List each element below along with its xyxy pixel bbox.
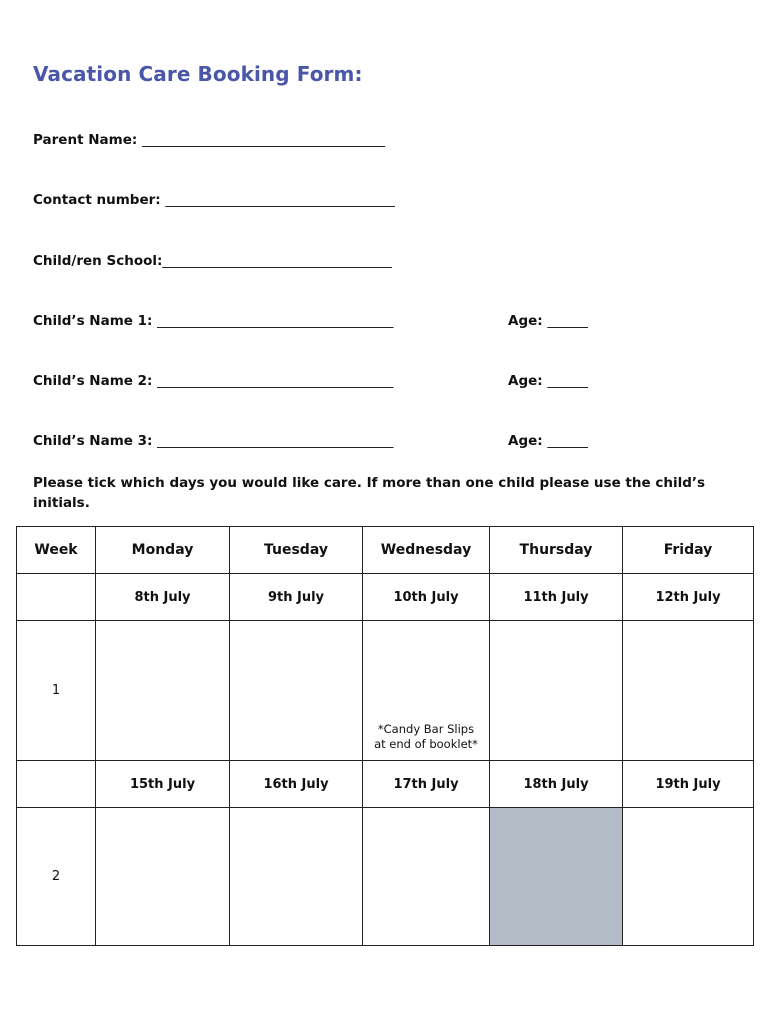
candy-bar-note (363, 722, 489, 752)
contact-number-line[interactable]: __________________________________ (165, 192, 395, 208)
child-name-2-line[interactable]: ___________________________________ (157, 373, 394, 389)
contact-number-label: Contact number: (33, 192, 161, 208)
child-name-2-field[interactable] (33, 372, 393, 390)
week-2-tick-row (17, 808, 754, 946)
date-cell: 19th July (623, 761, 754, 808)
date-cell: 11th July (490, 574, 623, 621)
blank-cell (17, 574, 96, 621)
child-age-1-field[interactable] (508, 312, 588, 330)
week-number: 1 (17, 621, 96, 761)
tick-cell-friday[interactable] (623, 808, 754, 946)
header-week: Week (17, 527, 96, 574)
week-1-tick-row (17, 621, 754, 761)
tick-cell-tuesday[interactable] (230, 808, 363, 946)
child-age-3-field[interactable] (508, 432, 588, 450)
school-line[interactable]: __________________________________ (162, 253, 392, 269)
week-number: 2 (17, 808, 96, 946)
tick-cell-wednesday[interactable] (363, 621, 490, 761)
unavailable-cell-thursday (490, 808, 623, 946)
child-name-3-line[interactable]: ___________________________________ (157, 433, 394, 449)
blank-cell (17, 761, 96, 808)
parent-name-label: Parent Name: (33, 132, 138, 148)
header-tuesday: Tuesday (230, 527, 363, 574)
school-label: Child/ren School: (33, 253, 163, 269)
week-2-dates-row (17, 761, 754, 808)
child-name-1-field[interactable] (33, 312, 393, 330)
header-monday: Monday (96, 527, 230, 574)
tick-cell-friday[interactable] (623, 621, 754, 761)
date-cell: 9th July (230, 574, 363, 621)
note-line-1: *Candy Bar Slips (377, 722, 475, 736)
parent-name-field[interactable] (33, 131, 385, 149)
tick-cell-monday[interactable] (96, 808, 230, 946)
tick-cell-wednesday[interactable] (363, 808, 490, 946)
date-cell: 10th July (363, 574, 490, 621)
instructions-text: Please tick which days you would like care. If more than one child please use the child’s initials. (33, 475, 706, 511)
header-wednesday: Wednesday (363, 527, 490, 574)
child-name-1-line[interactable]: ___________________________________ (157, 313, 394, 329)
age-label: Age: (508, 373, 543, 389)
parent-name-line[interactable]: ____________________________________ (141, 132, 385, 148)
age-label: Age: (508, 433, 543, 449)
date-cell: 8th July (96, 574, 230, 621)
header-thursday: Thursday (490, 527, 623, 574)
booking-schedule-table (16, 526, 754, 946)
date-cell: 12th July (623, 574, 754, 621)
date-cell: 15th July (96, 761, 230, 808)
child-name-2-label: Child’s Name 2: (33, 373, 153, 389)
child-name-1-label: Child’s Name 1: (33, 313, 153, 329)
child-name-3-label: Child’s Name 3: (33, 433, 153, 449)
tick-cell-monday[interactable] (96, 621, 230, 761)
age-label: Age: (508, 313, 543, 329)
school-field[interactable] (33, 252, 392, 270)
date-cell: 17th July (363, 761, 490, 808)
date-cell: 18th July (490, 761, 623, 808)
tick-cell-thursday[interactable] (490, 621, 623, 761)
age-line[interactable]: ______ (547, 373, 588, 389)
header-row (17, 527, 754, 574)
header-friday: Friday (623, 527, 754, 574)
date-cell: 16th July (230, 761, 363, 808)
form-title: Vacation Care Booking Form: (33, 62, 363, 86)
child-name-3-field[interactable] (33, 432, 393, 450)
child-age-2-field[interactable] (508, 372, 588, 390)
tick-cell-tuesday[interactable] (230, 621, 363, 761)
contact-number-field[interactable] (33, 191, 395, 209)
week-1-dates-row (17, 574, 754, 621)
note-line-2: at end of booklet* (374, 737, 478, 751)
age-line[interactable]: ______ (547, 433, 588, 449)
age-line[interactable]: ______ (547, 313, 588, 329)
